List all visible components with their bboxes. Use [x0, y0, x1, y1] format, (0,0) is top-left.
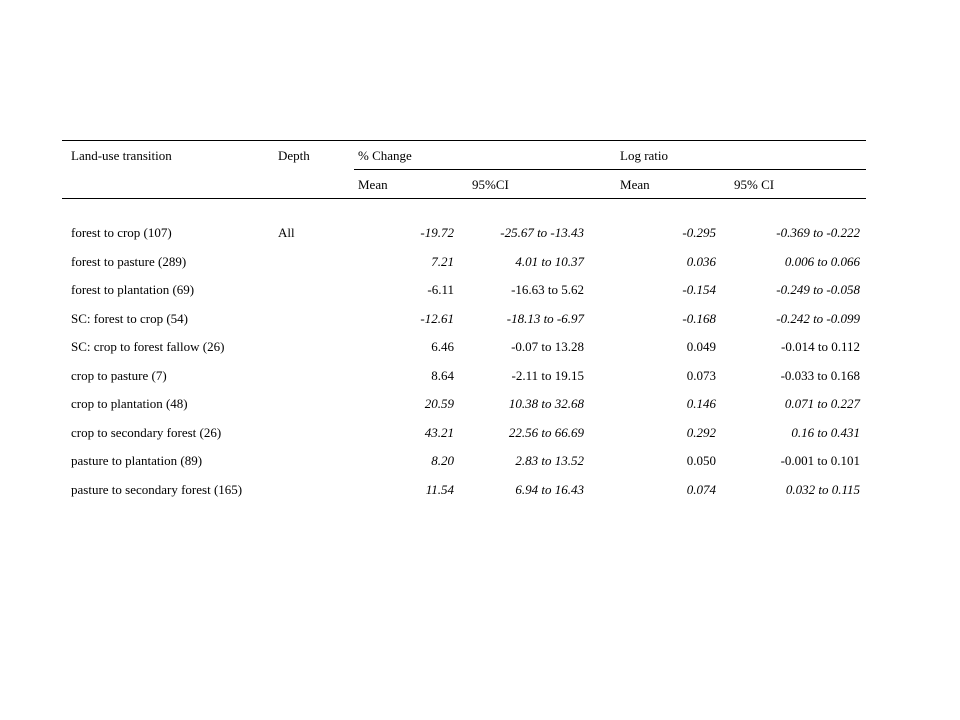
cell-log-mean: 0.292 — [686, 424, 717, 440]
cell-transition: forest to plantation (69) — [71, 282, 195, 297]
cell-log-ci: -0.014 to 0.112 — [781, 339, 861, 354]
cell-transition: pasture to secondary forest (165) — [71, 481, 243, 497]
cell-log-ci: 0.006 to 0.066 — [784, 253, 861, 269]
cell-log-ci: -0.001 to 0.101 — [780, 453, 861, 468]
cell-transition: pasture to plantation (89) — [71, 453, 203, 468]
cell-depth — [274, 391, 354, 420]
cell-pct-mean: -19.72 — [420, 225, 454, 240]
spacer-row — [62, 199, 866, 221]
table-row — [62, 391, 866, 420]
cell-pct-ci: 2.83 to 13.52 — [515, 453, 585, 468]
cell-log-ci: 0.16 to 0.431 — [791, 424, 861, 440]
cell-pct-mean: -6.11 — [427, 282, 454, 297]
cell-pct-ci: 10.38 to 32.68 — [508, 396, 585, 411]
cell-depth: All — [278, 225, 295, 240]
cell-depth — [274, 249, 354, 278]
cell-log-mean: 0.073 — [686, 367, 717, 383]
cell-depth — [274, 334, 354, 363]
table-row — [62, 420, 866, 449]
cell-transition: forest to pasture (289) — [71, 253, 187, 269]
cell-transition: SC: forest to crop (54) — [71, 310, 188, 326]
header-log-ci: 95% CI — [734, 177, 775, 192]
cell-pct-ci: -18.13 to -6.97 — [506, 310, 585, 326]
cell-pct-ci: 4.01 to 10.37 — [515, 253, 585, 269]
table-row — [62, 306, 866, 335]
table-row — [62, 249, 866, 278]
cell-pct-mean: 8.64 — [431, 367, 454, 383]
table-row — [62, 277, 866, 306]
header-blank-1 — [62, 170, 274, 199]
cell-pct-mean: -12.61 — [420, 310, 454, 326]
header-depth: Depth — [278, 148, 310, 163]
cell-log-ci: -0.242 to -0.099 — [776, 310, 861, 326]
cell-depth — [274, 477, 354, 521]
cell-log-mean: -0.168 — [682, 310, 717, 326]
cell-pct-mean: 6.46 — [431, 339, 454, 354]
table-row — [62, 334, 866, 363]
cell-pct-mean: 20.59 — [424, 396, 454, 411]
table-row — [62, 363, 866, 392]
header-row-secondary — [62, 170, 866, 199]
cell-log-mean: 0.036 — [686, 253, 717, 269]
cell-log-mean: 0.146 — [686, 396, 717, 411]
cell-depth — [274, 306, 354, 335]
cell-transition: crop to pasture (7) — [71, 367, 167, 383]
cell-log-mean: -0.295 — [682, 225, 717, 240]
cell-transition: crop to plantation (48) — [71, 396, 188, 411]
header-row-primary — [62, 141, 866, 170]
land-use-transition-table — [62, 140, 866, 521]
cell-pct-ci: -16.63 to 5.62 — [511, 282, 585, 297]
cell-log-ci: 0.032 to 0.115 — [785, 481, 861, 497]
header-log-mean: Mean — [620, 177, 650, 192]
cell-pct-mean: 11.54 — [425, 481, 454, 497]
cell-transition: forest to crop (107) — [71, 225, 172, 240]
header-percent-change: % Change — [354, 141, 590, 170]
cell-log-mean: -0.154 — [682, 282, 717, 297]
cell-pct-ci: -2.11 to 19.15 — [511, 367, 585, 383]
header-log-ratio-span — [722, 141, 866, 170]
cell-log-ci: 0.071 to 0.227 — [784, 396, 861, 411]
cell-log-ci: -0.033 to 0.168 — [780, 367, 861, 383]
cell-pct-ci: 6.94 to 16.43 — [515, 481, 585, 497]
header-land-use-transition: Land-use transition — [71, 148, 172, 163]
header-log-ratio: Log ratio — [590, 141, 722, 170]
cell-pct-mean: 43.21 — [424, 424, 454, 440]
table-row — [62, 220, 866, 249]
cell-log-mean: 0.074 — [686, 481, 717, 497]
header-pct-mean: Mean — [358, 177, 388, 192]
cell-depth — [274, 277, 354, 306]
cell-pct-mean: 8.20 — [431, 453, 454, 468]
cell-log-ci: -0.369 to -0.222 — [776, 225, 861, 240]
table-row — [62, 448, 866, 477]
cell-pct-ci: -0.07 to 13.28 — [511, 339, 585, 354]
cell-depth — [274, 420, 354, 449]
cell-depth — [274, 448, 354, 477]
cell-pct-mean: 7.21 — [431, 253, 454, 269]
cell-transition: crop to secondary forest (26) — [71, 424, 222, 440]
cell-pct-ci: 22.56 to 66.69 — [508, 424, 585, 440]
cell-log-mean: 0.050 — [686, 453, 717, 468]
cell-transition: SC: crop to forest fallow (26) — [71, 339, 225, 354]
header-pct-ci: 95%CI — [472, 177, 509, 192]
cell-pct-ci: -25.67 to -13.43 — [500, 225, 585, 240]
cell-log-ci: -0.249 to -0.058 — [776, 282, 861, 297]
header-blank-2 — [274, 170, 354, 199]
cell-depth — [274, 363, 354, 392]
cell-log-mean: 0.049 — [686, 339, 717, 354]
table-row — [62, 477, 866, 521]
results-table-container — [62, 140, 866, 521]
